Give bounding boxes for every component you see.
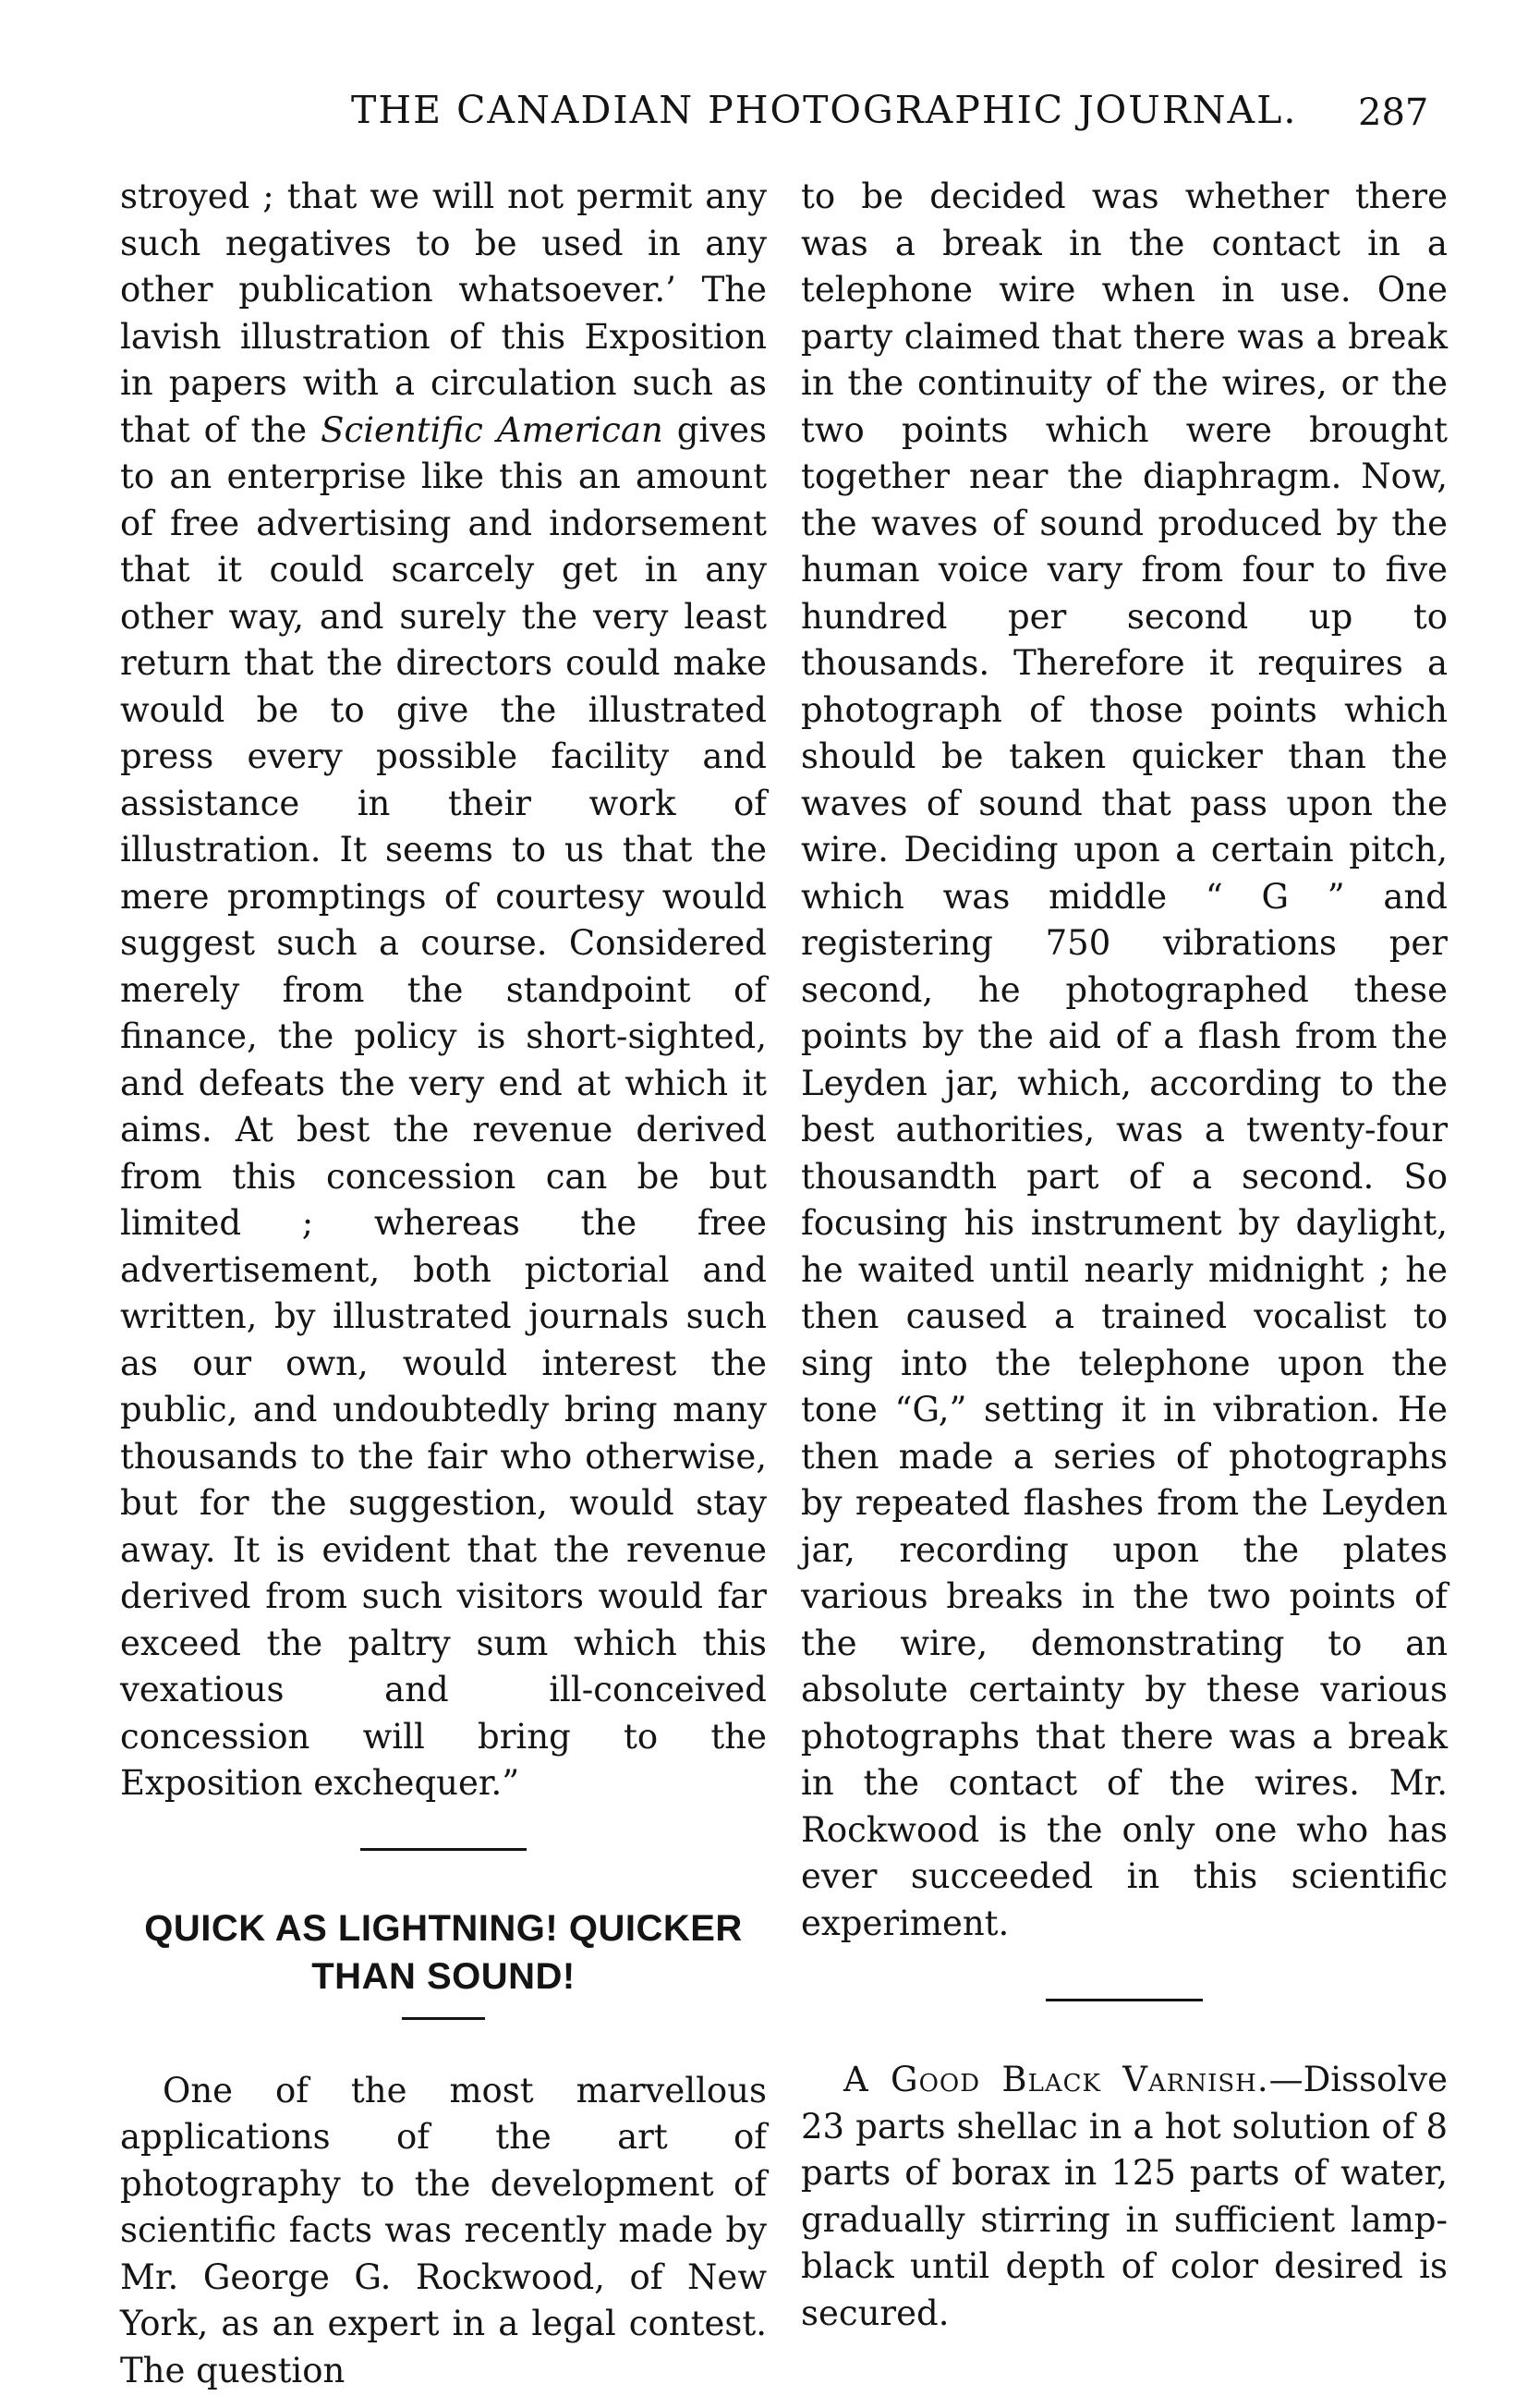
section-divider (360, 1848, 527, 1851)
headline-divider (402, 2017, 485, 2020)
article-headline-line-2: THAN SOUND! (311, 1955, 576, 1997)
journal-title: THE CANADIAN PHOTOGRAPHIC JOURNAL. (351, 88, 1298, 132)
continued-quote-text: stroyed ; that we will not permit any such negatives to be used in any other publication whatsoever.’ The lavish illustration of this Exposition in papers with a circulation such as that of the (120, 176, 767, 450)
article-continued-paragraph: to be decided was whether there was a break in the contact in a telephone wire when in use. One party claimed that there was a break in the continuity of the wires, or the two points which were brought together near the diaphragm. Now, the waves of sound produced by the human voice vary from four to five hundred per second up to thousands. Therefore it requires a photograph of those points which should be taken quicker than the waves of sound that pass upon the wire. Deciding upon a certain pitch, which was middle “ G ” and registering 750 vibrations per second, he photographed these points by the aid of a flash from the Leyden jar, which, according to the best authorities, was a twenty-four thousandth part of a second. So focusing his instrument by daylight, he waited until nearly midnight ; he then caused a trained vocalist to sing into the telephone upon the tone “G,” setting it in vibration. He then made a series of photographs by repeated flashes from the Leyden jar, recording upon the plates various breaks in the two points of the wire, demonstrating to an absolute certainty by these various photographs that there was a break in the contact of the wires. Mr. Rockwood is the only one who has ever succeeded in this scientific experiment. (801, 176, 1448, 1943)
publication-title: Scientific American (321, 409, 663, 450)
varnish-paragraph (801, 2057, 1448, 2337)
right-column (801, 174, 1448, 2337)
page-number: 287 (1358, 91, 1429, 134)
section-divider-right (1046, 1999, 1203, 2001)
running-head (0, 88, 1540, 143)
continued-quote-paragraph (120, 174, 767, 1807)
article-opening-paragraph: One of the most marvellous applications of the art of photography to the development of scientific facts was recently made by Mr. George G. Rockwood, of New York, as an expert in a legal contest. The question (120, 2070, 767, 2390)
left-column (120, 174, 767, 2394)
continued-quote-rest: gives to an enterprise like this an amount of free advertising and indorsement that it could scarcely get in any other way, and surely the very least return that the directors could make would be to give the illustrated press every possible facility and assistance in their work of illustration. It seems to us that the mere promptings of courtesy would suggest such a course. Considered merely from the standpoint of finance, the policy is short-sighted, and defeats the very end at which it aims. At best the revenue derived from this concession can be but limited ; whereas the free advertisement, both pictorial and written, by illustrated journals such as our own, would interest the public, and undoubtedly bring many thousands to the fair who otherwise, but for the suggestion, would stay away. It is evident that the revenue derived from such visitors would far exceed the paltry sum which this vexatious and ill-conceived concession will bring to the Exposition exchequer.” (120, 409, 768, 1803)
varnish-heading: A Good Black Varnish. (843, 2060, 1269, 2099)
varnish-text: —Dissolve 23 parts shellac in a hot solution of 8 parts of borax in 125 parts of water, gradually stirring in sufficient lamp-black until depth of color desired is secured. (801, 2060, 1448, 2333)
article-headline-line-1: QUICK AS LIGHTNING! QUICKER (144, 1907, 743, 1949)
